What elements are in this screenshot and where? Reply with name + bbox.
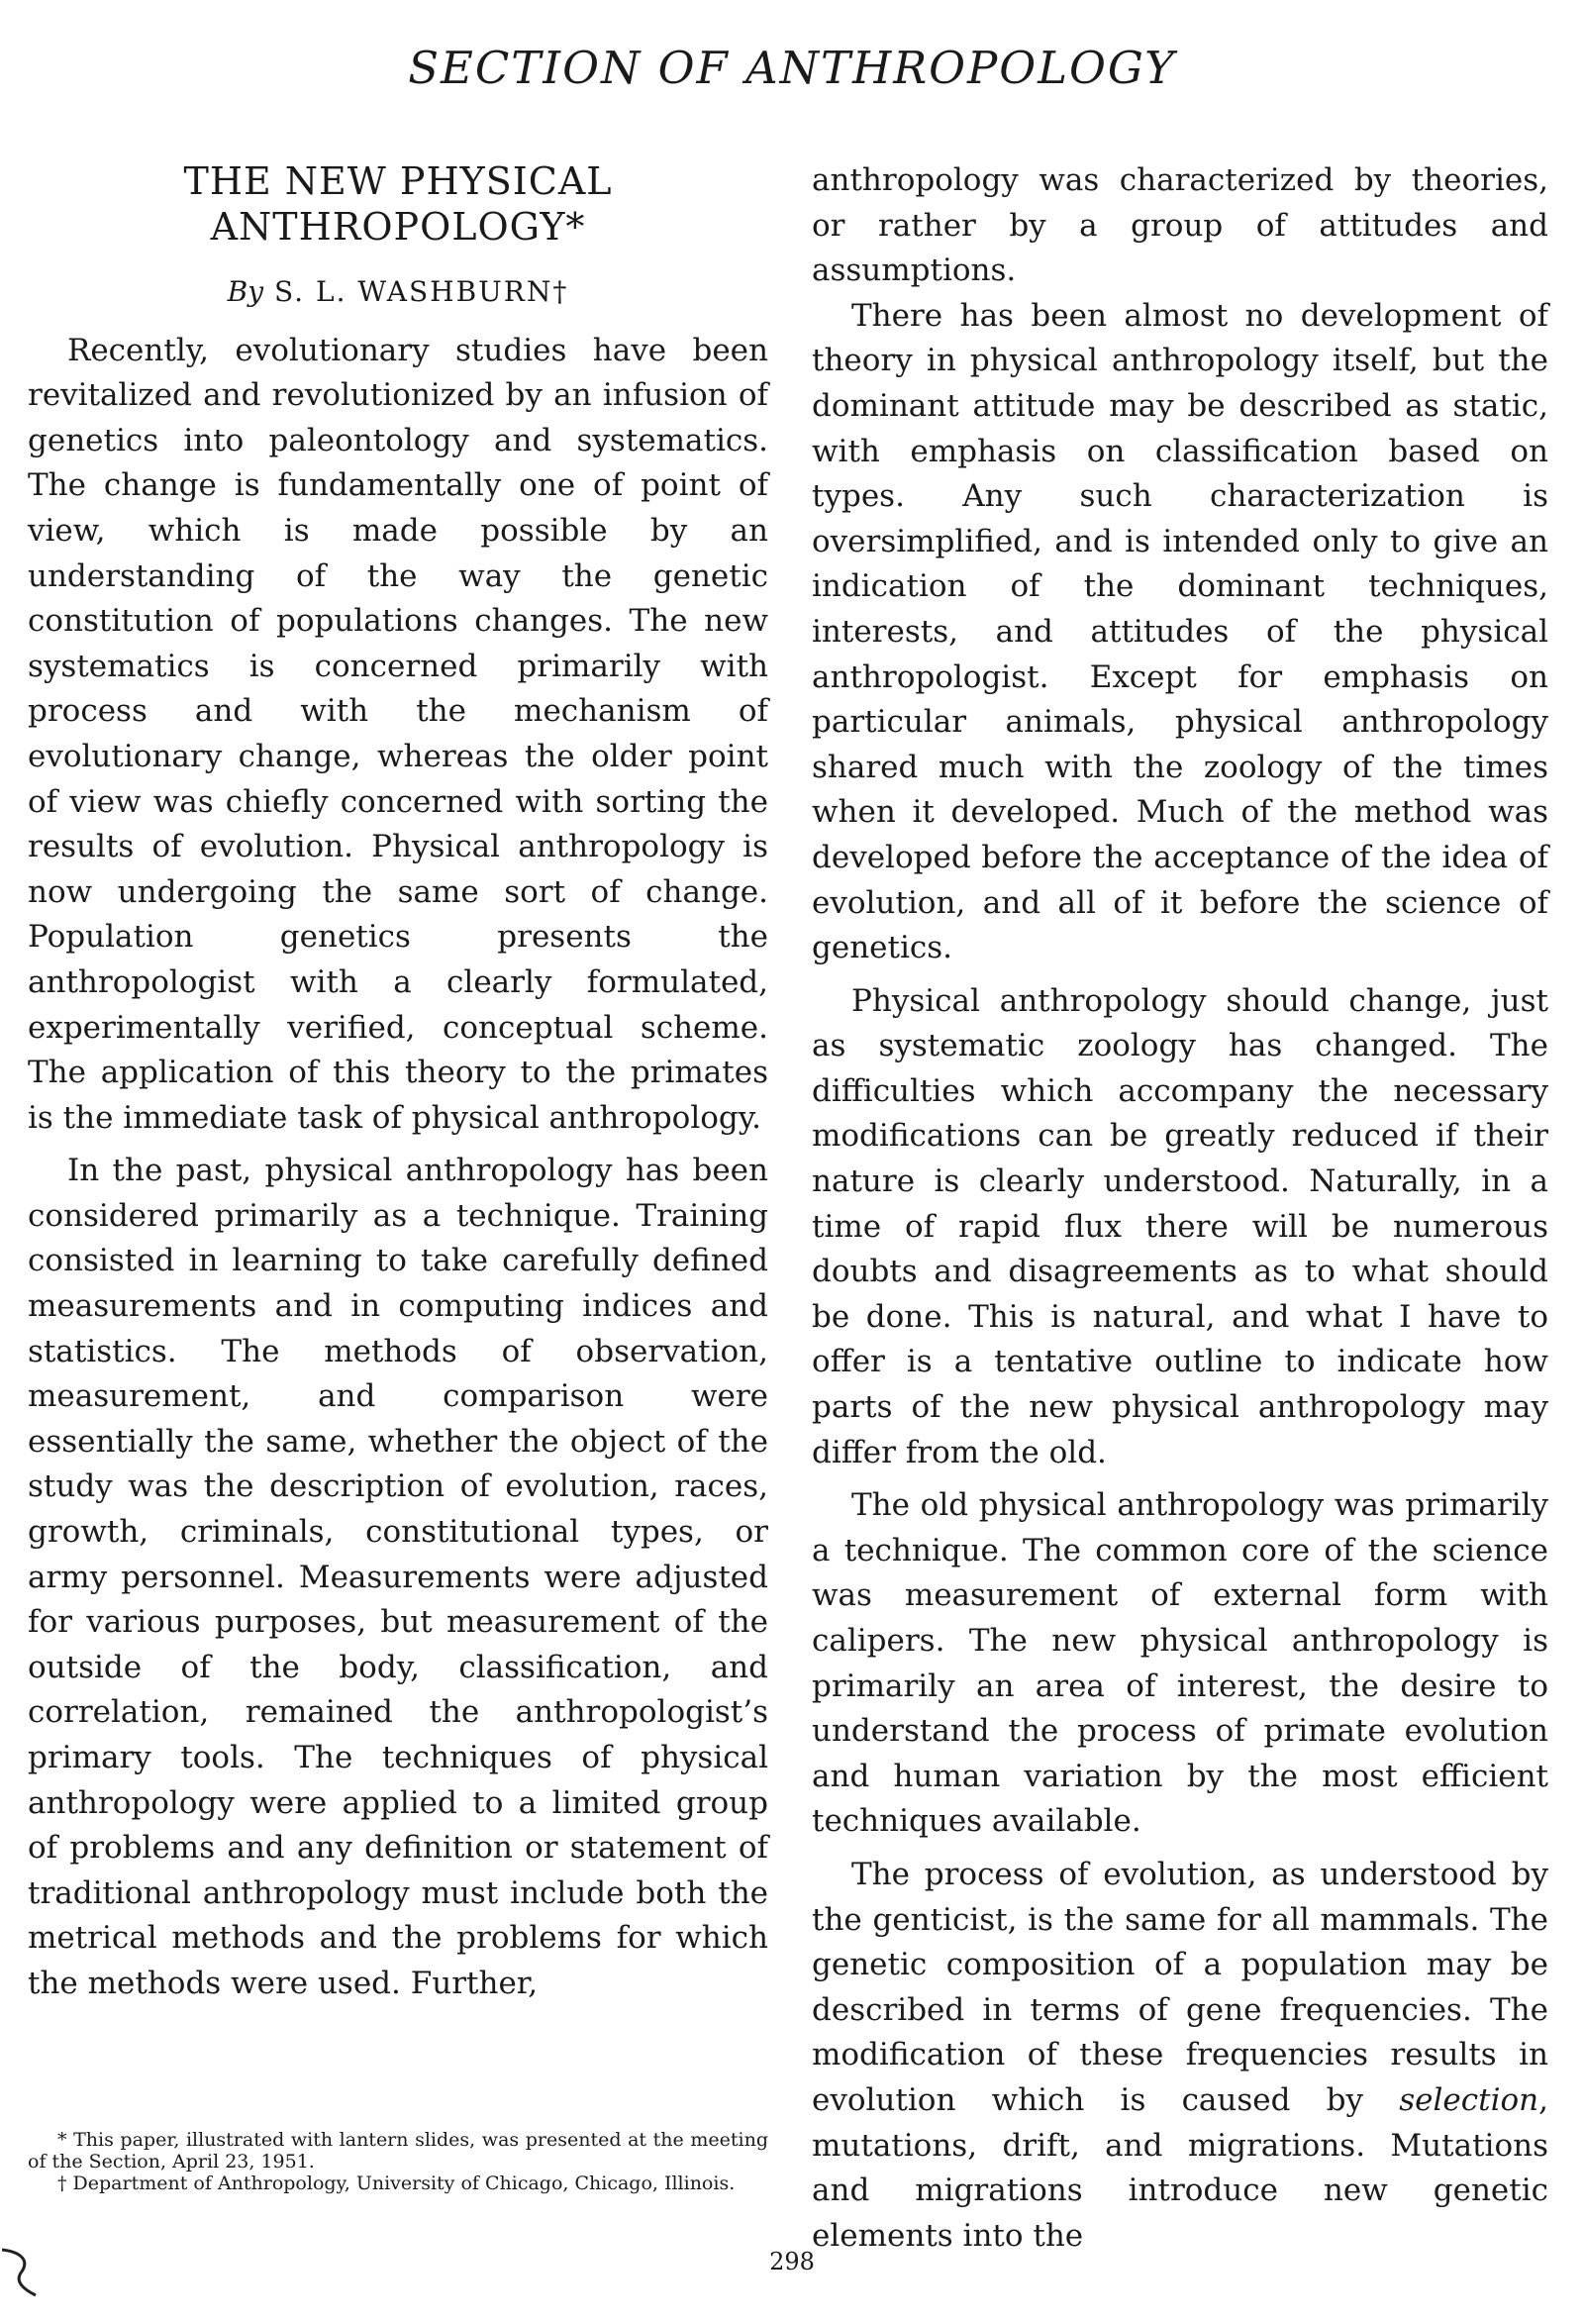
paragraph-text: , mutations, drift, and migrations. Mutations and migrations introduce new genetic elements into the — [812, 2081, 1548, 2254]
emphasis-text: selection — [1399, 2081, 1539, 2118]
byline-prefix: By — [227, 275, 264, 308]
author-name: S. L. WASHBURN† — [273, 275, 569, 308]
paragraph — [812, 1853, 1548, 2259]
footnote: † Department of Anthropology, University of Chicago, Chicago, Illinois. — [57, 2172, 736, 2194]
footnote: * This paper, illustrated with lantern slides, was presented at the meeting of the Section, April 23, 1951. — [28, 2129, 768, 2172]
paragraph: The old physical anthropology was primarily a technique. The common core of the science was measurement of external form with calipers. The new physical anthropology is primarily an area of interest, the desire to understand the process of primate evolution and human variation by the most efficient techniques available. — [812, 1487, 1548, 1840]
paragraph: In the past, physical anthropology has been considered primarily as a technique. Training consisted in learning to take carefully defined measurements and in computing indices and statistics. The methods of observation, measurement, and comparison were essentially the same, whether the object of the study was the description of evolution, races, growth, criminals, constitutional types, or army personnel. Measurements were adjusted for various purposes, but measurement of the outside of the body, classification, and correlation, remained the anthropologist’s primary tools. The techniques of physical anthropology were applied to a limited group of problems and any definition or statement of traditional anthropology must include both the metrical methods and the problems for which the methods were used. Further, — [28, 1153, 768, 2001]
paragraph: Recently, evolutionary studies have been revitalized and revolutionized by an infusion of genetics into paleontology and systematics. The change is fundamentally one of point of view, which is made possible by an understanding of the way the genetic constitution of populations changes. The new systematics is concerned primarily with process and with the mechanism of evolutionary change, whereas the older point of view was chiefly concerned with sorting the results of evolution. Physical anthropology is now undergoing the same sort of change. Population genetics presents the anthropologist with a clearly formulated, experimentally verified, conceptual scheme. The application of this theory to the primates is the immediate task of physical anthropology. — [28, 332, 768, 1136]
right-column — [812, 158, 1548, 2259]
paragraph: There has been almost no development of theory in physical anthropology itself, but the dominant attitude may be described as static, with emphasis on classification based on types. Any such characterization is oversimplified, and is intended only to give an indication of the dominant techniques, interests, and attitudes of the physical anthropologist. Except for emphasis on particular animals, physical anthropology shared much with the zoology of the times when it developed. Much of the method was developed before the acceptance of the idea of evolution, and all of it before the science of genetics. — [812, 297, 1548, 966]
paragraph-continuation: anthropology was characterized by theories, or rather by a group of attitudes and assumptions. — [812, 162, 1548, 289]
byline — [28, 269, 768, 315]
article-title — [28, 158, 768, 250]
paragraph-text: The process of evolution, as understood by the genticist, is the same for all mammals. The genetic composition of a population may be described in terms of gene frequencies. The modification of these frequencies results in evolution which is caused by — [812, 1856, 1548, 2118]
page-number: 298 — [769, 2248, 815, 2275]
left-column — [28, 158, 768, 2007]
footnotes — [28, 2129, 768, 2194]
article-title-line-1: THE NEW PHYSICAL — [183, 159, 613, 203]
running-head: SECTION OF ANTHROPOLOGY — [408, 42, 1176, 94]
paragraph: Physical anthropology should change, just as systematic zoology has changed. The difficulties which accompany the necessary modifications can be greatly reduced if their nature is clearly understood. Naturally, in a time of rapid flux there will be numerous doubts and disagreements as to what should be done. This is natural, and what I have to offer is a tentative outline to indicate how parts of the new physical anthropology may differ from the old. — [812, 982, 1548, 1470]
article-title-line-2: ANTHROPOLOGY* — [210, 205, 586, 249]
